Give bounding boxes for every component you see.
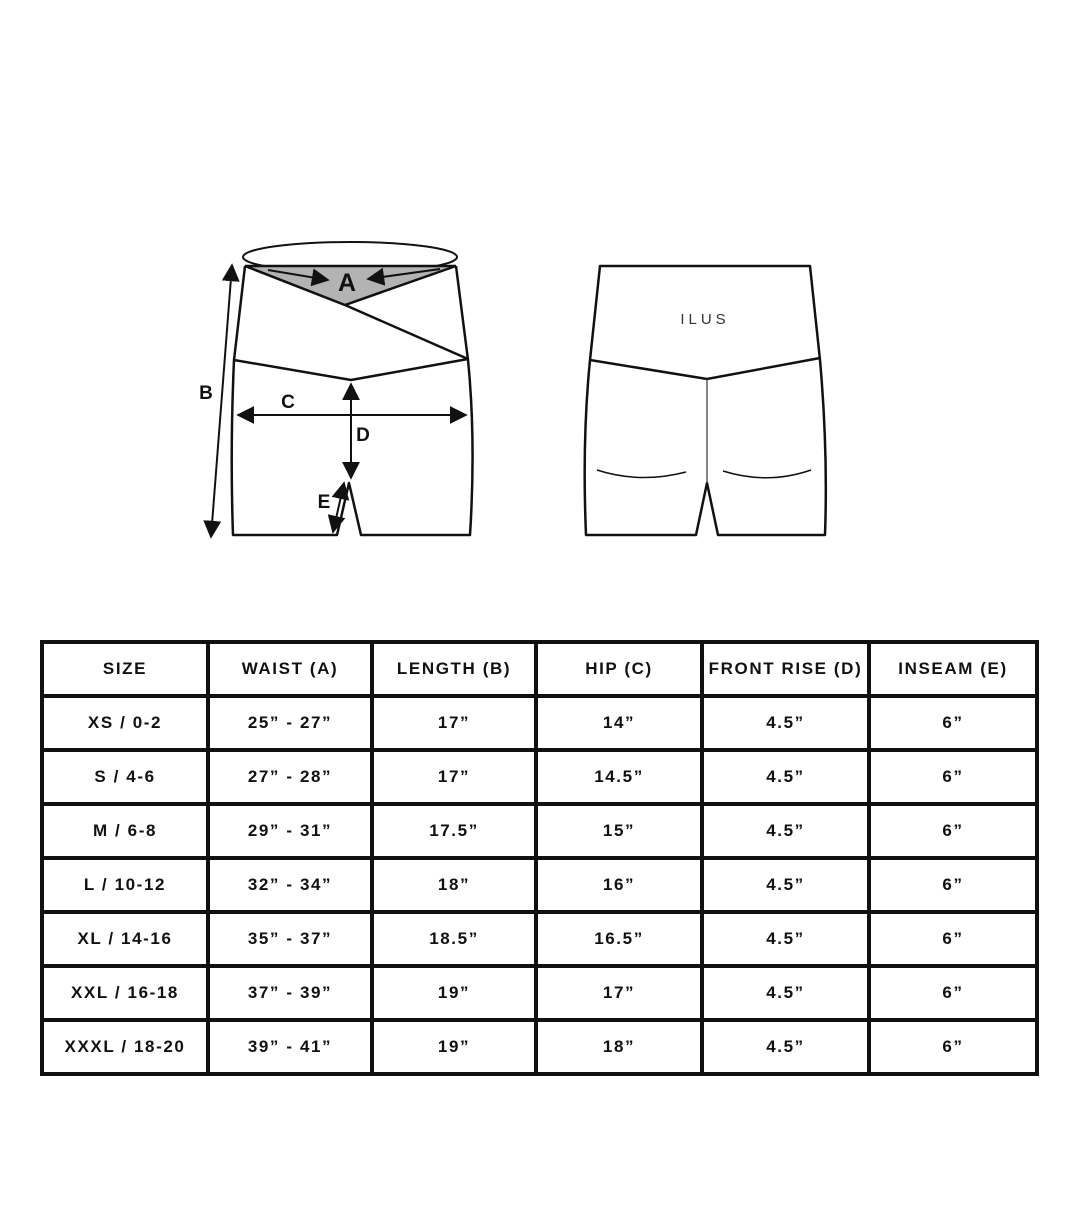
header-waist: WAIST (A) — [208, 642, 372, 696]
cell-length: 18” — [372, 858, 536, 912]
cell-length: 19” — [372, 966, 536, 1020]
cell-front-rise: 4.5” — [702, 696, 869, 750]
table-row — [42, 804, 1037, 858]
cell-inseam: 6” — [869, 858, 1037, 912]
header-length: LENGTH (B) — [372, 642, 536, 696]
front-outline — [232, 266, 473, 535]
header-size: SIZE — [42, 642, 208, 696]
cell-front-rise: 4.5” — [702, 750, 869, 804]
cell-size: L / 10-12 — [42, 858, 208, 912]
cell-length: 18.5” — [372, 912, 536, 966]
header-inseam: INSEAM (E) — [869, 642, 1037, 696]
cell-hip: 14.5” — [536, 750, 702, 804]
cell-hip: 16” — [536, 858, 702, 912]
label-a: A — [337, 269, 357, 297]
cell-waist: 37” - 39” — [208, 966, 372, 1020]
length-arrow — [211, 265, 232, 537]
back-outline — [585, 266, 826, 535]
front-view-shorts — [199, 242, 472, 537]
back-waistband-line — [590, 358, 820, 379]
table-row — [42, 858, 1037, 912]
cell-inseam: 6” — [869, 912, 1037, 966]
cell-inseam: 6” — [869, 696, 1037, 750]
cell-size: XS / 0-2 — [42, 696, 208, 750]
brand-logo-text: ILUS — [680, 311, 730, 328]
cell-front-rise: 4.5” — [702, 858, 869, 912]
cell-hip: 17” — [536, 966, 702, 1020]
cell-size: XL / 14-16 — [42, 912, 208, 966]
shorts-diagram-svg — [0, 0, 1080, 600]
measurement-diagram — [0, 0, 1080, 600]
header-hip: HIP (C) — [536, 642, 702, 696]
cell-inseam: 6” — [869, 966, 1037, 1020]
cell-size: S / 4-6 — [42, 750, 208, 804]
cell-waist: 35” - 37” — [208, 912, 372, 966]
cell-waist: 32” - 34” — [208, 858, 372, 912]
table-row — [42, 750, 1037, 804]
cell-length: 17” — [372, 750, 536, 804]
table-row — [42, 696, 1037, 750]
waistband-bottom-line — [234, 359, 468, 380]
back-view-shorts — [585, 266, 826, 535]
cell-inseam: 6” — [869, 1020, 1037, 1074]
table-header-row — [42, 642, 1037, 696]
table-row — [42, 1020, 1037, 1074]
cell-length: 17” — [372, 696, 536, 750]
cell-size: XXXL / 18-20 — [42, 1020, 208, 1074]
label-b: B — [199, 383, 213, 404]
cell-inseam: 6” — [869, 750, 1037, 804]
cell-waist: 29” - 31” — [208, 804, 372, 858]
cell-hip: 14” — [536, 696, 702, 750]
cell-waist: 25” - 27” — [208, 696, 372, 750]
label-c: C — [281, 392, 295, 413]
cell-front-rise: 4.5” — [702, 1020, 869, 1074]
cell-front-rise: 4.5” — [702, 804, 869, 858]
cell-length: 19” — [372, 1020, 536, 1074]
table-row — [42, 912, 1037, 966]
cell-waist: 39” - 41” — [208, 1020, 372, 1074]
cell-size: XXL / 16-18 — [42, 966, 208, 1020]
cell-hip: 18” — [536, 1020, 702, 1074]
right-glute-curve — [723, 470, 811, 478]
cell-front-rise: 4.5” — [702, 966, 869, 1020]
label-e: E — [317, 492, 331, 513]
size-chart-table — [40, 640, 1039, 1076]
left-glute-curve — [597, 470, 686, 478]
header-front-rise: FRONT RISE (D) — [702, 642, 869, 696]
cell-length: 17.5” — [372, 804, 536, 858]
cell-size: M / 6-8 — [42, 804, 208, 858]
label-d: D — [356, 425, 370, 446]
cell-front-rise: 4.5” — [702, 912, 869, 966]
cell-waist: 27” - 28” — [208, 750, 372, 804]
waistband-cross-line — [345, 305, 468, 359]
cell-hip: 16.5” — [536, 912, 702, 966]
table-row — [42, 966, 1037, 1020]
cell-inseam: 6” — [869, 804, 1037, 858]
cell-hip: 15” — [536, 804, 702, 858]
